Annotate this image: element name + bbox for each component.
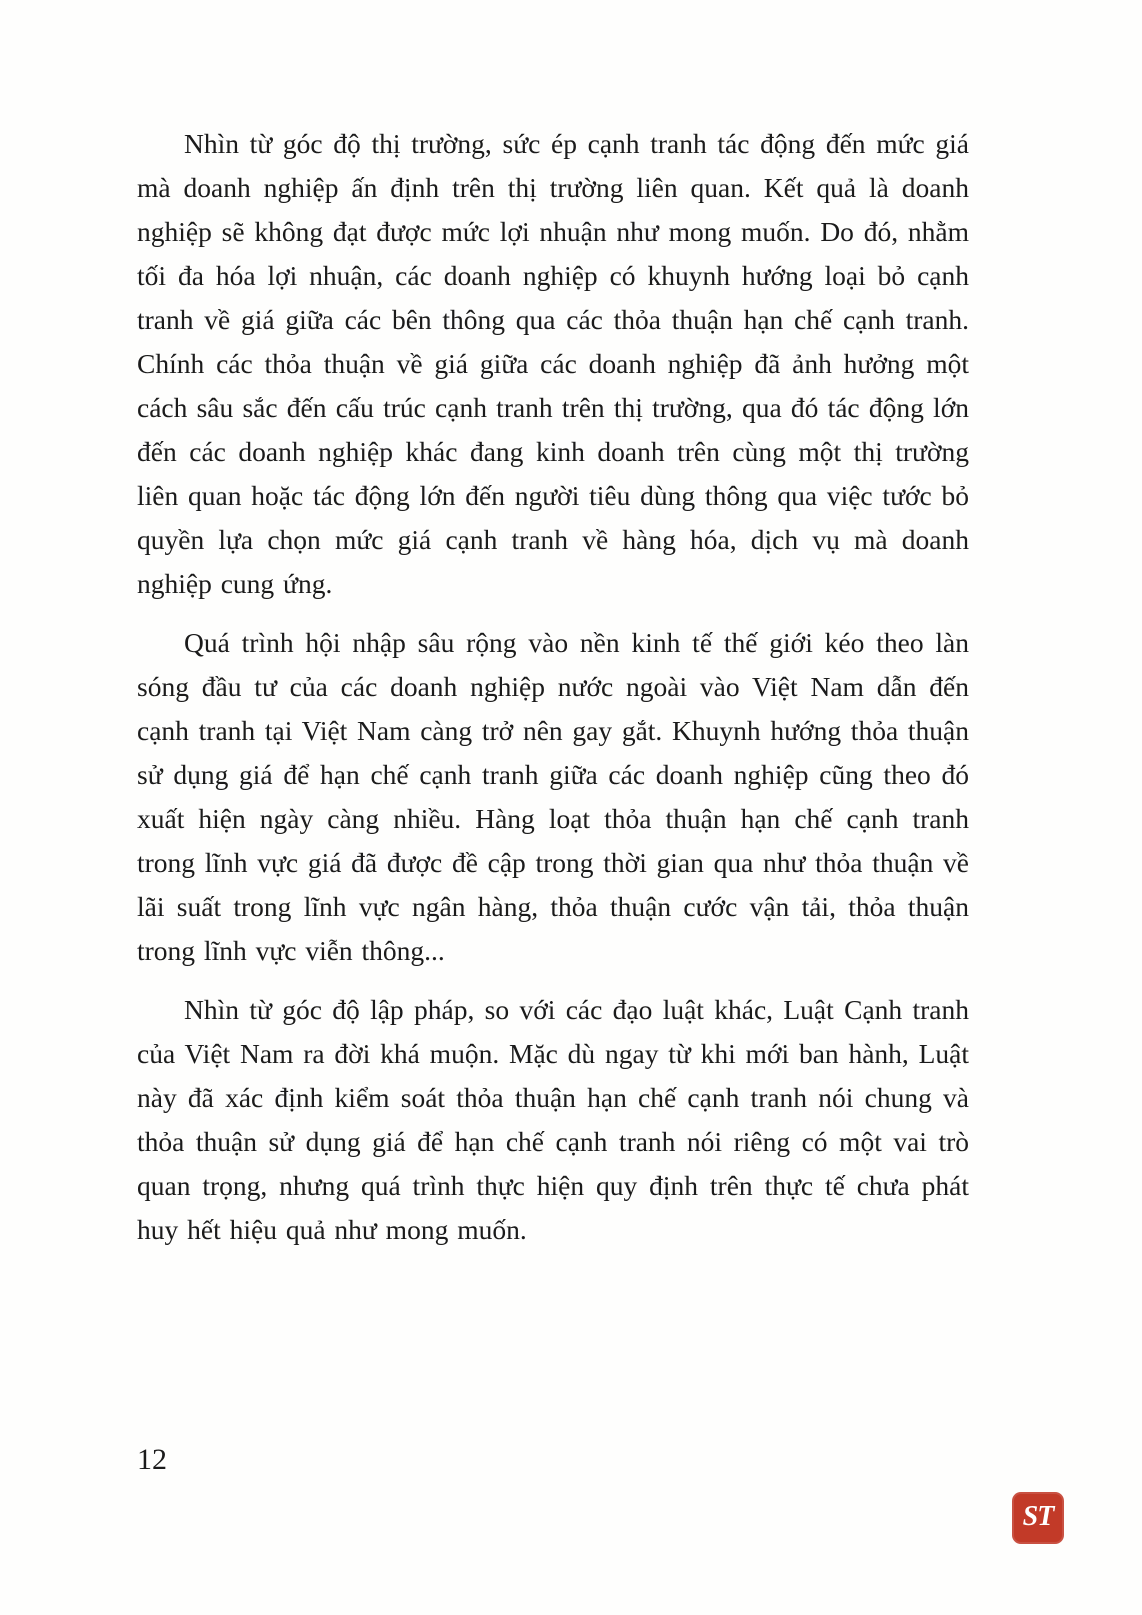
publisher-logo-text: ST <box>1022 1501 1054 1532</box>
publisher-logo <box>1012 1492 1064 1544</box>
paragraph-integration: Quá trình hội nhập sâu rộng vào nền kinh tế thế giới kéo theo làn sóng đầu tư của các doanh nghiệp nước ngoài vào Việt Nam dẫn đến cạnh tranh tại Việt Nam càng trở nên gay gắt. Khuynh hướng thỏa thuận sử dụng giá để hạn chế cạnh tranh giữa các doanh nghiệp cũng theo đó xuất hiện ngày càng nhiều. Hàng loạt thỏa thuận hạn chế cạnh tranh trong lĩnh vực giá đã được đề cập trong thời gian qua như thỏa thuận về lãi suất trong lĩnh vực ngân hàng, thỏa thuận cước vận tải, thỏa thuận trong lĩnh vực viễn thông... <box>137 627 969 966</box>
paragraph-legislative-perspective: Nhìn từ góc độ lập pháp, so với các đạo luật khác, Luật Cạnh tranh của Việt Nam ra đời khá muộn. Mặc dù ngay từ khi mới ban hành, Luật này đã xác định kiểm soát thỏa thuận hạn chế cạnh tranh nói chung và thỏa thuận sử dụng giá để hạn chế cạnh tranh nói riêng có một vai trò quan trọng, nhưng quá trình thực hiện quy định trên thực tế chưa phát huy hết hiệu quả như mong muốn. <box>137 994 969 1245</box>
page-number: 12 <box>137 1443 167 1476</box>
paragraph-market-perspective: Nhìn từ góc độ thị trường, sức ép cạnh tranh tác động đến mức giá mà doanh nghiệp ấn định trên thị trường liên quan. Kết quả là doanh nghiệp sẽ không đạt được mức lợi nhuận như mong muốn. Do đó, nhằm tối đa hóa lợi nhuận, các doanh nghiệp có khuynh hướng loại bỏ cạnh tranh về giá giữa các bên thông qua các thỏa thuận hạn chế cạnh tranh. Chính các thỏa thuận về giá giữa các doanh nghiệp đã ảnh hưởng một cách sâu sắc đến cấu trúc cạnh tranh trên thị trường, qua đó tác động lớn đến các doanh nghiệp khác đang kinh doanh trên cùng một thị trường liên quan hoặc tác động lớn đến người tiêu dùng thông qua việc tước bỏ quyền lựa chọn mức giá cạnh tranh về hàng hóa, dịch vụ mà doanh nghiệp cung ứng. <box>137 128 969 599</box>
page-body <box>137 122 969 1267</box>
